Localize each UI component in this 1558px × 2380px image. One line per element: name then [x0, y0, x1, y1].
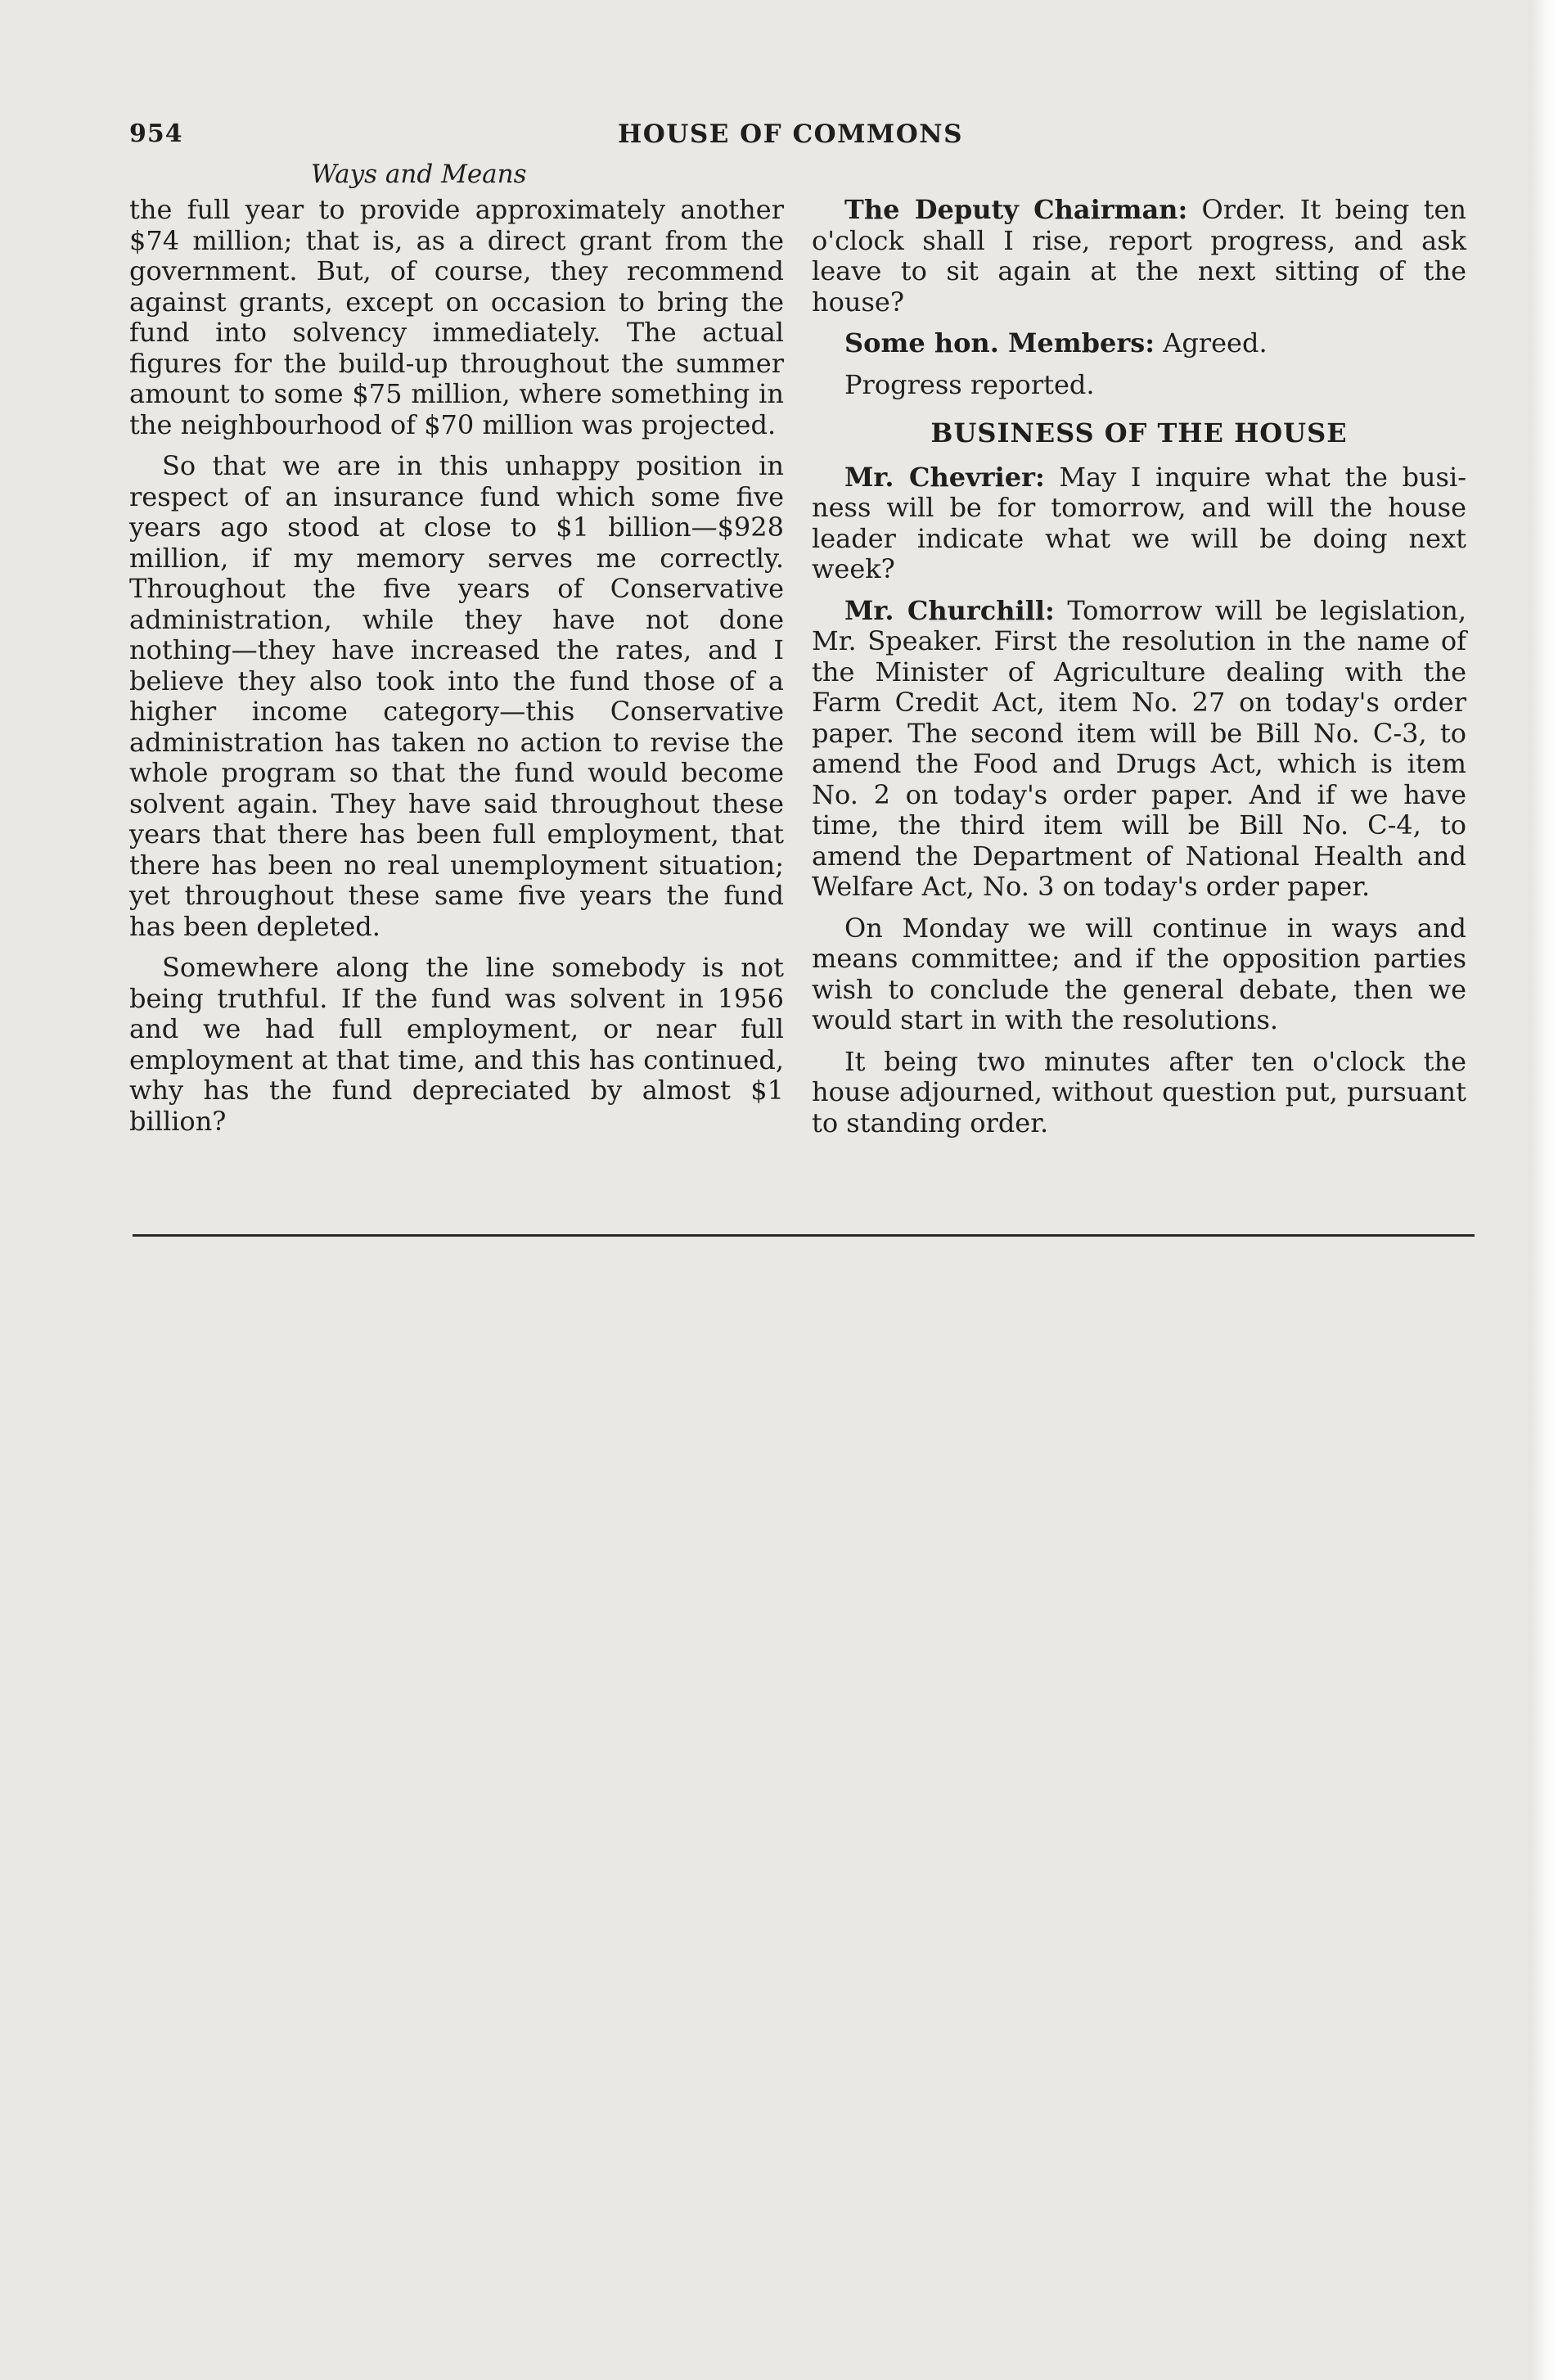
- left-column: [129, 195, 784, 1147]
- page-edge: [1529, 0, 1558, 2380]
- paragraph: Somewhere along the line somebody is not being truthful. If the fund was solvent in 1956 and we had full employment, or near full employment at that time, and this has continued, why has the fund depreciated by almost $1 billion?: [129, 952, 784, 1137]
- chevrier-statement: [812, 462, 1466, 585]
- churchill-statement: [812, 596, 1466, 903]
- section-heading: BUSINESS OF THE HOUSE: [930, 417, 1348, 449]
- right-column: [812, 195, 1466, 1149]
- speaker-name: The Deputy Chairman:: [844, 194, 1188, 225]
- adjournment-note: It being two minutes after ten o'clock the house adjourned, without question put, pursuant to standing order.: [812, 1045, 1466, 1138]
- statement-text: Agreed.: [1163, 327, 1268, 358]
- paragraph-continued: the full year to provide approximately another $74 million; that is, as a direct grant from the government. But, of course, they recommend against grants, except on occasion to bring the fund into solvency immediately. The actual figures for the build-up throughout the summer amount to some $75 million, where something in the neighbourhood of $70 million was projected.: [129, 194, 784, 440]
- section-title: Ways and Means: [311, 160, 527, 189]
- members-statement: [812, 328, 1466, 359]
- paragraph: So that we are in this unhappy position in respect of an insurance fund which some five years ago stood at close to $1 billion—$928 million, if my memory serves me correctly. Throughout the five years of Conservative administration, while they have not done nothing—they have increased the rates, and I believe they also took into the fund those of a higher income category—this Conservative administration has taken no action to revise the whole program so that the fund would become solvent again. They have said throughout these years that there has been full employment, that there has been no real unemployment situation; yet throughout these same five years the fund has been depleted.: [129, 450, 784, 942]
- statement-text: Tomorrow will be legislation, Mr. Speaker. First the resolution in the name of the Minister of Agriculture dealing with the Farm Credit Act, item No. 27 on today's order paper. The second item will be Bill No. C-3, to amend the Food and Drugs Act, which is item No. 2 on today's order paper. And if we have time, the third item will be Bill No. C-4, to amend the Department of National Health and Welfare Act, No. 3 on today's order paper.: [812, 594, 1467, 902]
- progress-note: Progress reported.: [844, 368, 1095, 400]
- statement-text: May I inquire what the business will be for tomorrow, and will the house leader indicate what we will be doing next week?: [812, 461, 1466, 584]
- deputy-chairman-statement: [812, 195, 1466, 318]
- speaker-name: Some hon. Members:: [844, 327, 1155, 358]
- page-number: 954: [129, 119, 183, 148]
- paragraph: On Monday we will continue in ways and means committee; and if the opposition parties wish to conclude the general debate, then we would start in with the resolutions.: [812, 912, 1466, 1035]
- speaker-name: Mr. Chevrier:: [844, 461, 1045, 493]
- horizontal-rule: [133, 1234, 1475, 1237]
- speaker-name: Mr. Churchill:: [844, 594, 1055, 626]
- running-head: HOUSE OF COMMONS: [618, 119, 963, 149]
- statement-text: Order. It being ten o'clock shall I rise, report progress, and ask leave to sit again at the next sitting of the house?: [812, 194, 1466, 318]
